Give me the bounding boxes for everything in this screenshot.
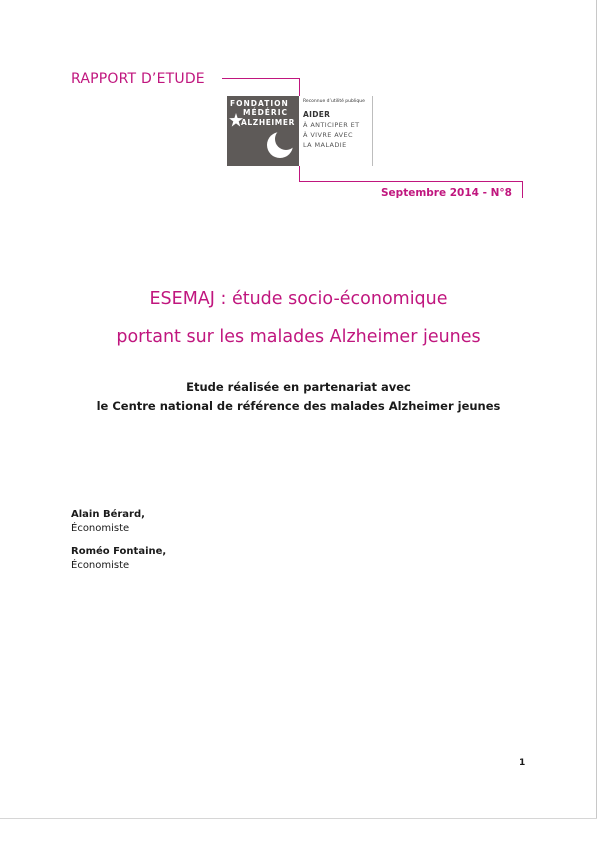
logo-line-fondation: FONDATION [230, 99, 289, 108]
header-rule-vertical-right [522, 181, 523, 198]
logo-tag-line: LA MALADIE [303, 141, 347, 149]
foundation-logo [227, 96, 373, 166]
document-title-line-2: portant sur les malades Alzheimer jeunes [116, 327, 481, 347]
author-role: Économiste [71, 560, 130, 571]
moon-icon [265, 130, 295, 160]
logo-tagline-small: Reconnue d’utilité publique [303, 99, 365, 104]
page-bottom-edge [0, 818, 597, 819]
report-label: RAPPORT D’ETUDE [71, 71, 205, 87]
logo-tag-line: À VIVRE AVEC [303, 131, 353, 139]
header-rule-bottom [299, 181, 523, 182]
logo-line-alzheimer: ALZHEIMER [241, 118, 295, 127]
issue-date: Septembre 2014 - N°8 [381, 187, 512, 199]
author-name: Roméo Fontaine, [71, 546, 167, 557]
author-name-text: Roméo Fontaine [71, 546, 163, 557]
author-name-text: Alain Bérard [71, 509, 142, 520]
subtitle-line-1: Etude réalisée en partenariat avec [186, 380, 411, 394]
header-rule-vertical-lower [299, 166, 300, 181]
author-name: Alain Bérard, [71, 509, 145, 520]
document-title-line-1: ESEMAJ : étude socio-économique [149, 289, 448, 309]
logo-line-mederic: MÉDÉRIC [243, 108, 289, 117]
logo-panel [227, 96, 299, 166]
header-rule-top [222, 78, 300, 79]
logo-aider: AIDER [303, 110, 331, 119]
author-role: Économiste [71, 523, 130, 534]
subtitle-line-2: le Centre national de référence des malades Alzheimer jeunes [96, 399, 501, 413]
page-number: 1 [519, 758, 526, 768]
star-icon [229, 113, 243, 127]
logo-tag-line: À ANTICIPER ET [303, 121, 360, 129]
header-rule-vertical-left [299, 78, 300, 96]
